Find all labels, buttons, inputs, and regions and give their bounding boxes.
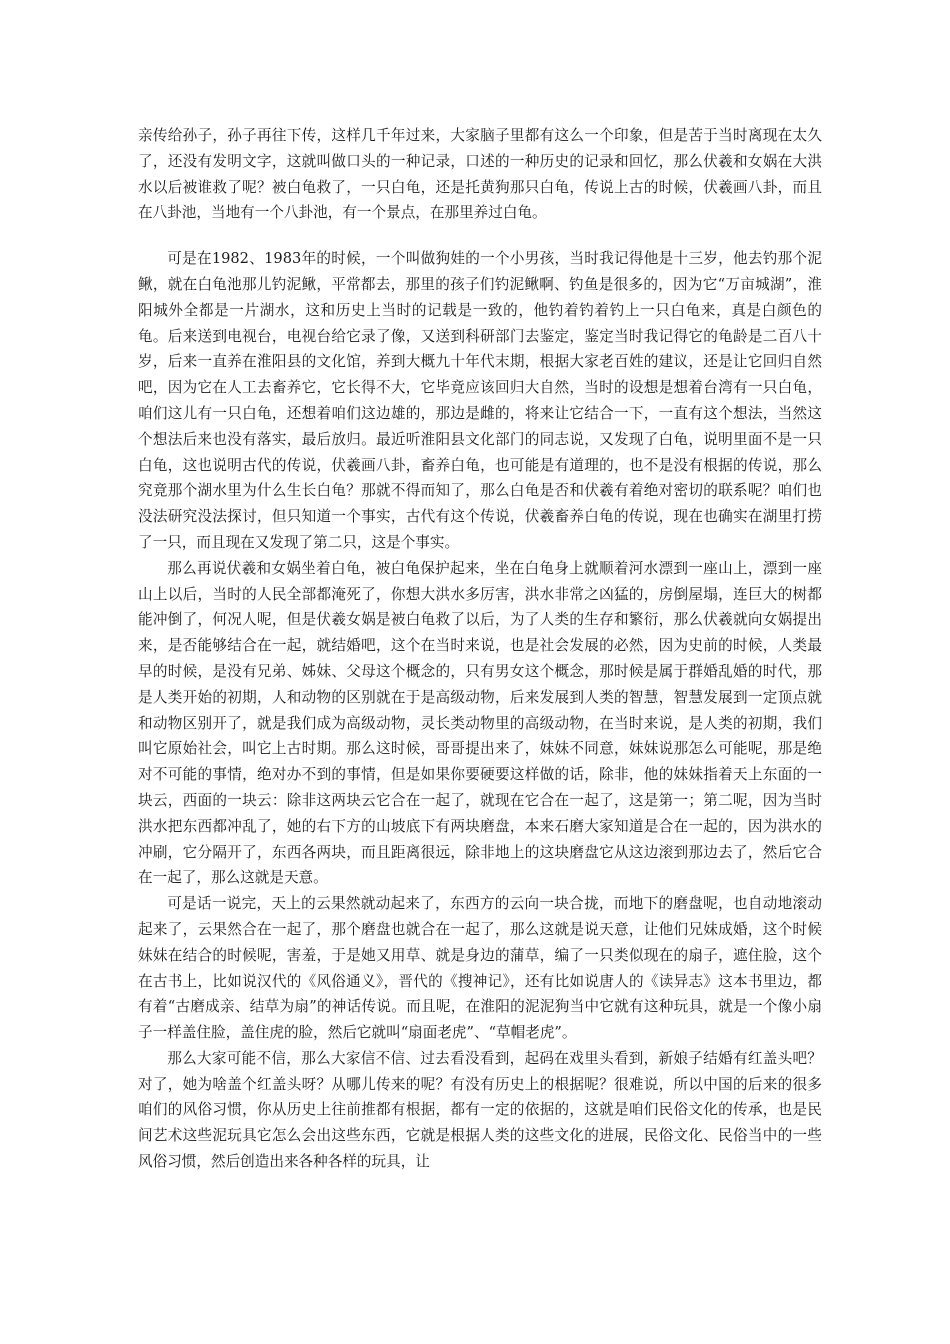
paragraph-4: 可是话一说完，天上的云果然就动起来了，东西方的云向一块合拢，而地下的磨盘呢，也自动地滚动起来了，云果然合在一起了，那个磨盘也就合在一起了，那么这就是说天意，让他们兄妹成婚，这个时候妹妹在结合的时候呢，害羞，于是她又用草、就是身边的蒲草，编了一只类似现在的扇子，遮住脸，这个在古书上，比如说汉代的《风俗通义》，晋代的《搜神记》，还有比如说唐人的《读异志》这本书里边，都有着“古磨成亲、结草为扇”的神话传说。而且呢，在淮阳的泥泥狗当中它就有这种玩具，就是一个像小扇子一样盖住脸，盖住虎的脸，然后它就叫“扇面老虎”、“草帽老虎”。 [138, 895, 822, 1042]
paragraph-2: 可是在1982、1983年的时候，一个叫做狗娃的一个小男孩，当时我记得他是十三岁，他去钓那个泥鳅，就在白龟池那儿钓泥鳅，平常都去，那里的孩子们钓泥鳅啊、钓鱼是很多的，因为它“万亩城湖”，淮阳城外全都是一片湖水，这和历史上当时的记载是一致的，他钓着钓着钓上一只白龟来，真是白颜色的龟。后来送到电视台，电视台给它录了像，又送到科研部门去鉴定，鉴定当时我记得它的龟龄是二百八十岁，后来一直养在淮阳县的文化馆，养到大概九十年代末期，根据大家老百姓的建议，还是让它回归自然吧，因为它在人工去畜养它，它长得不大，它毕竟应该回归大自然，当时的设想是想着台湾有一只白龟，咱们这儿有一只白龟，还想着咱们这边雄的，那边是雌的，将来让它结合一下，一直有这个想法，当然这个想法后来也没有落实，最后放归。最近听淮阳县文化部门的同志说，又发现了白龟，说明里面不是一只白龟，这也说明古代的传说，伏羲画八卦，畜养白龟，也可能是有道理的，也不是没有根据的传说，那么究竟那个湖水里为什么生长白龟？那就不得而知了，那么白龟是否和伏羲有着绝对密切的联系呢？咱们也没法研究没法探讨，但只知道一个事实，古代有这个传说，伏羲畜养白龟的传说，现在也确实在湖里打捞了一只，而且现在又发现了第二只，这是个事实。 [138, 250, 822, 551]
paragraph-spacer [138, 226, 822, 246]
document-page [138, 123, 822, 1175]
paragraph-3: 那么再说伏羲和女娲坐着白龟，被白龟保护起来，坐在白龟身上就顺着河水漂到一座山上，漂到一座山上以后，当时的人民全部都淹死了，你想大洪水多厉害，洪水非常之凶猛的，房倒屋塌，连巨大的树都能冲倒了，何况人呢，但是伏羲女娲是被白龟救了以后，为了人类的生存和繁衍，那么伏羲就向女娲提出来，是否能够结合在一起，就结婚吧，这个在当时来说，也是社会发展的必然，因为史前的时候，人类最早的时候，是没有兄弟、姊妹、父母这个概念的，只有男女这个概念，那时候是属于群婚乱婚的时代，那是人类开始的初期，人和动物的区别就在于是高级动物，后来发展到人类的智慧，智慧发展到一定顶点就和动物区别开了，就是我们成为高级动物，灵长类动物里的高级动物，在当时来说，是人类的初期，我们叫它原始社会，叫它上古时期。那么这时候，哥哥提出来了，妹妹不同意，妹妹说那怎么可能呢，那是绝对不可能的事情，绝对办不到的事情，但是如果你要硬要这样做的话，除非，他的妹妹指着天上东面的一块云，西面的一块云：除非这两块云它合在一起了，就现在它合在一起了，这是第一；第二呢，因为当时洪水把东西都冲乱了，她的右下方的山坡底下有两块磨盘，本来石磨大家知道是合在一起的，因为洪水的冲刷，它分隔开了，东西各两块，而且距离很远，除非地上的这块磨盘它从这边滚到那边去了，然后它合在一起了，那么这就是天意。 [138, 559, 822, 887]
paragraph-5: 那么大家可能不信，那么大家信不信、过去看没看到，起码在戏里头看到，新娘子结婚有红盖头吧？对了，她为啥盖个红盖头呀？从哪儿传来的呢？有没有历史上的根据呢？很难说，所以中国的后来的很多咱们的风俗习惯，你从历史上往前推都有根据，都有一定的依据的，这就是咱们民俗文化的传承，也是民间艺术这些泥玩具它怎么会出这些东西，它就是根据人类的这些文化的进展，民俗文化、民俗当中的一些风俗习惯，然后创造出来各种各样的玩具，让 [138, 1049, 822, 1171]
paragraph-1: 亲传给孙子，孙子再往下传，这样几千年过来，大家脑子里都有这么一个印象，但是苦于当时离现在太久了，还没有发明文字，这就叫做口头的一种记录，口述的一种历史的记录和回忆，那么伏羲和女娲在大洪水以后被谁救了呢？被白龟救了，一只白龟，还是托黄狗那只白龟，传说上古的时候，伏羲画八卦，而且在八卦池，当地有一个八卦池，有一个景点，在那里养过白龟。 [138, 127, 822, 222]
